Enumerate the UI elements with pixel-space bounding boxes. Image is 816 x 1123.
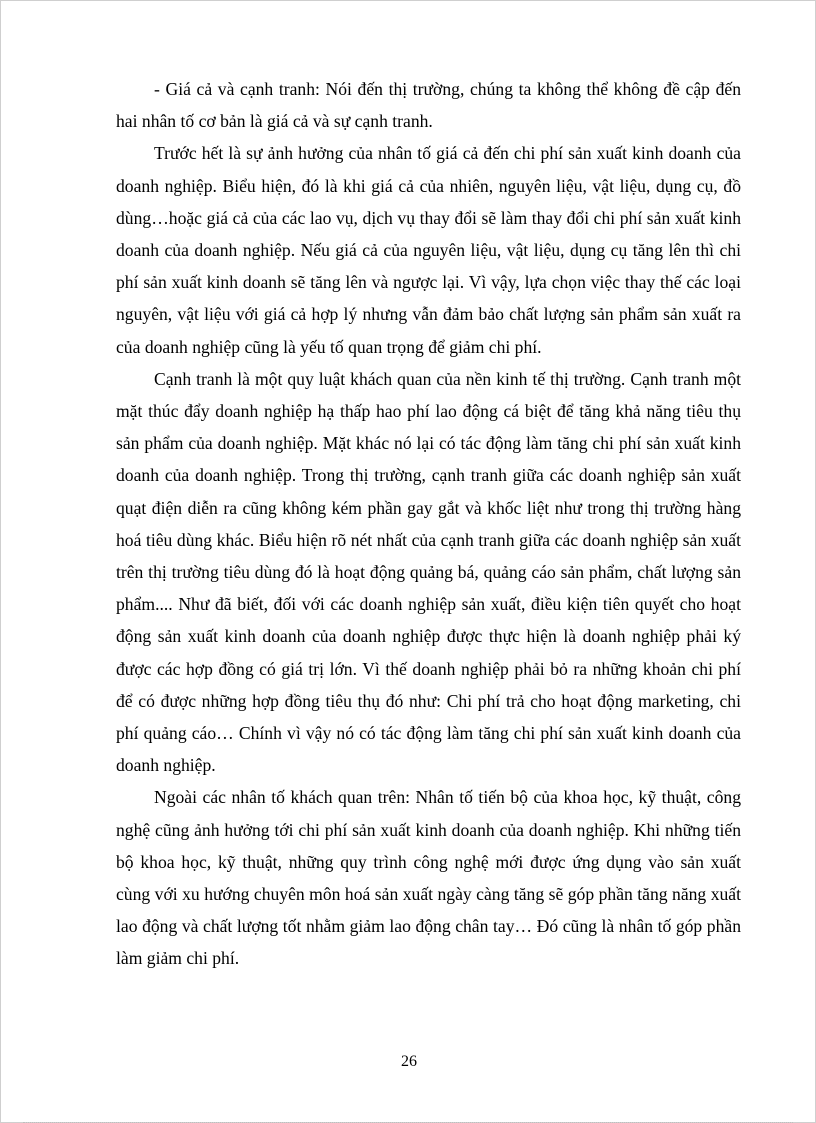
paragraph-technology: Ngoài các nhân tố khách quan trên: Nhân tố tiến bộ của khoa học, kỹ thuật, công nghệ cũng ảnh hưởng tới chi phí sản xuất kinh doanh của doanh nghiệp. Khi những tiến bộ khoa học, kỹ thuật, những quy trình công nghệ mới được ứng dụng vào sản xuất cùng với xu hướng chuyên môn hoá sản xuất ngày càng tăng sẽ góp phần tăng năng xuất lao động và chất lượng tốt nhằm giảm lao động chân tay… Đó cũng là nhân tố góp phần làm giảm chi phí.	[116, 787, 741, 969]
page-content	[116, 73, 741, 975]
page-number: 26	[401, 1053, 417, 1070]
paragraph-price-competition: - Giá cả và cạnh tranh: Nói đến thị trường, chúng ta không thể không đề cập đến hai nhân tố cơ bản là giá cả và sự cạnh tranh.	[116, 79, 741, 132]
paragraph-competition: Cạnh tranh là một quy luật khách quan của nền kinh tế thị trường. Cạnh tranh một mặt thúc đẩy doanh nghiệp hạ thấp hao phí lao động cá biệt để tăng khả năng tiêu thụ sản phẩm của doanh nghiệp. Mặt khác nó lại có tác động làm tăng chi phí sản xuất kinh doanh của doanh nghiệp. Trong thị trường, cạnh tranh giữa các doanh nghiệp sản xuất quạt điện diễn ra cũng không kém phần gay gắt và khốc liệt như trong thị trường hàng hoá tiêu dùng khác. Biểu hiện rõ nét nhất của cạnh tranh giữa các doanh nghiệp sản xuất trên thị trường tiêu dùng đó là hoạt động quảng bá, quảng cáo sản phẩm, chất lượng sản phẩm.... Như đã biết, đối với các doanh nghiệp sản xuất, điều kiện tiên quyết cho hoạt động sản xuất kinh doanh của doanh nghiệp được thực hiện là doanh nghiệp phải ký được các hợp đồng có giá trị lớn. Vì thế doanh nghiệp phải bỏ ra những khoản chi phí để có được những hợp đồng tiêu thụ đó như: Chi phí trả cho hoạt động marketing, chi phí quảng cáo… Chính vì vậy nó có tác động làm tăng chi phí sản xuất kinh doanh của doanh nghiệp.	[116, 368, 741, 776]
paragraph-price-factor: Trước hết là sự ảnh hưởng của nhân tố giá cả đến chi phí sản xuất kinh doanh của doanh nghiệp. Biểu hiện, đó là khi giá cả của nhiên, nguyên liệu, vật liệu, dụng cụ, đồ dùng…hoặc giá cả của các lao vụ, dịch vụ thay đổi sẽ làm thay đổi chi phí sản xuất kinh doanh của doanh nghiệp. Nếu giá cả của nguyên liệu, vật liệu, dụng cụ tăng lên thì chi phí sản xuất kinh doanh sẽ tăng lên và ngược lại. Vì vậy, lựa chọn việc thay thế các loại nguyên, vật liệu với giá cả hợp lý nhưng vẫn đảm bảo chất lượng sản phẩm sản xuất ra của doanh nghiệp cũng là yếu tố quan trọng để giảm chi phí.	[116, 143, 741, 357]
